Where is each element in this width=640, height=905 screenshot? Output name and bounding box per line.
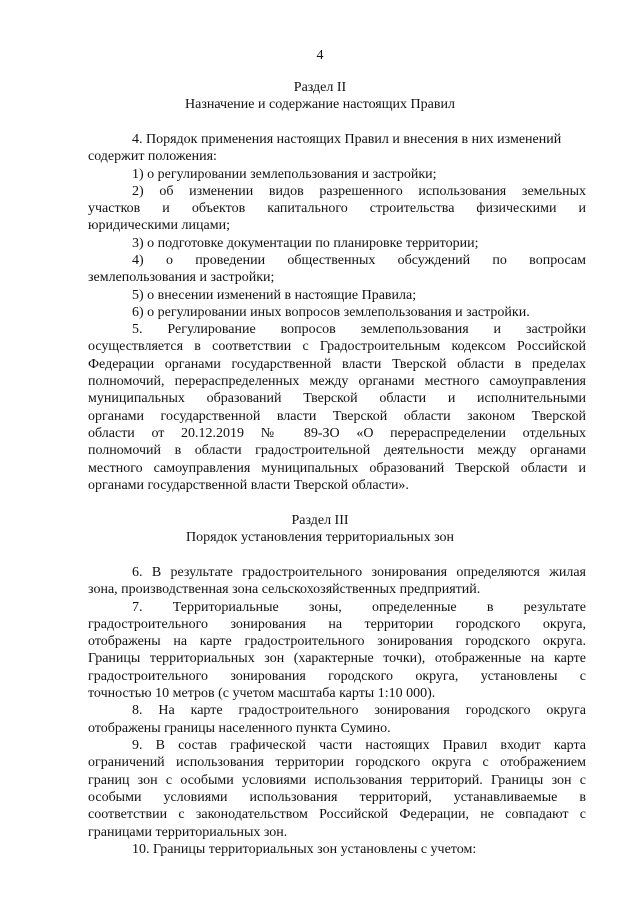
list-item: 3) о подготовке документации по планировке территории;: [132, 236, 479, 251]
paragraph-line: муниципальных образований Тверской области и исполнительными: [88, 391, 586, 406]
paragraph-line: границ зон с особыми условиями использования территорий. Границы зон с: [88, 773, 586, 788]
paragraph-line: особыми условиями использования территорий, устанавливаемые в: [88, 790, 586, 805]
list-item: 6) о регулировании иных вопросов землепользования и застройки.: [132, 305, 530, 320]
list-item: 1) о регулировании землепользования и застройки;: [132, 167, 437, 182]
paragraph-line: градостроительного зонирования городского округа, установлены с: [88, 669, 586, 684]
paragraph-line: соответствии с законодательством Российской Федерации, не совпадают с: [88, 807, 586, 822]
list-item: 4) о проведении общественных обсуждений по вопросам: [132, 253, 586, 268]
paragraph-line: 10. Границы территориальных зон установлены с учетом:: [132, 842, 477, 857]
list-item: 5) о внесении изменений в настоящие Правила;: [132, 288, 417, 303]
paragraph-line: Границы территориальных зон (характерные точки), отображенные на карте: [88, 651, 586, 666]
paragraph-line: 5. Регулирование вопросов землепользования и застройки: [132, 322, 586, 337]
paragraph-line: 8. На карте градостроительного зонирования городского округа: [132, 703, 586, 718]
paragraph-line: 7. Территориальные зоны, определенные в результате: [132, 600, 586, 615]
paragraph-line: Федерации органами государственной власти Тверской области в пределах: [88, 357, 586, 372]
paragraph-line: органами государственной власти Тверской области».: [88, 478, 409, 493]
page-number: 4: [316, 48, 324, 63]
paragraph-line: участков и объектов капитального строительства физическими и: [88, 201, 586, 216]
paragraph-line: 4. Порядок применения настоящих Правил и внесения в них изменений: [132, 132, 562, 147]
paragraph-line: ограничений использования территории городского округа с отображением: [88, 755, 586, 770]
paragraph-line: местного самоуправления муниципальных образований Тверской области и: [88, 461, 586, 476]
paragraph-line: осуществляется в соответствии с Градостроительным кодексом Российской: [88, 339, 586, 354]
paragraph-line: градостроительного зонирования на территории городского округа,: [88, 617, 586, 632]
paragraph-line: зона, производственная зона сельскохозяйственных предприятий.: [88, 582, 481, 597]
paragraph-line: землепользования и застройки;: [88, 270, 275, 285]
paragraph-line: границами территориальных зон.: [88, 825, 288, 840]
section-heading: Раздел II: [293, 80, 347, 95]
paragraph-line: области от 20.12.2019 № 89-ЗО «О перераспределении отдельных: [88, 426, 586, 441]
paragraph-line: органами государственной власти Тверской области законом Тверской: [88, 409, 586, 424]
paragraph-line: 9. В состав графической части настоящих Правил входит карта: [132, 738, 586, 753]
paragraph-line: отображены границы населенного пункта Сумино.: [88, 721, 391, 736]
paragraph-line: юридическими лицами;: [88, 218, 230, 233]
paragraph-line: отображены на карте градостроительного зонирования городского округа.: [88, 634, 586, 649]
section-title: Порядок установления территориальных зон: [185, 530, 455, 545]
paragraph-line: содержит положения:: [88, 149, 217, 164]
paragraph-line: 6. В результате градостроительного зонирования определяются жилая: [132, 565, 586, 580]
paragraph-line: полномочий, перераспределенных между органами местного самоуправления: [88, 374, 586, 389]
paragraph-line: полномочий в области градостроительной деятельности между органами: [88, 443, 586, 458]
list-item: 2) об изменении видов разрешенного использования земельных: [132, 184, 586, 199]
section-title: Назначение и содержание настоящих Правил: [185, 97, 455, 112]
section-heading: Раздел III: [291, 513, 349, 528]
paragraph-line: точностью 10 метров (с учетом масштаба карты 1:10 000).: [88, 686, 436, 701]
